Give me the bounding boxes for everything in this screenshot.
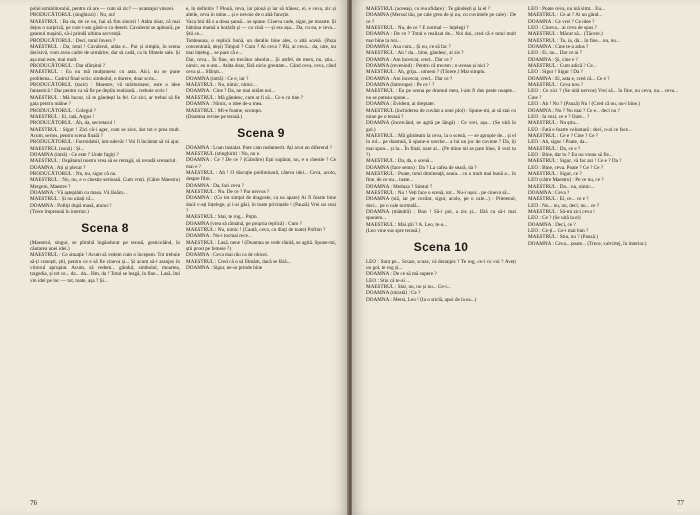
dialogue-line: PRODUCĂTORUL : Deci, totul învers ? bbox=[30, 37, 116, 44]
dialogue-line: LEO : Bine, dar tu ? Eu nu vreau să fie... bbox=[528, 151, 613, 158]
dialogue-line: DOAMNA : Evident, ai dreptate. bbox=[366, 101, 435, 108]
dialogue-line: LEO : Ce zici ? (Se uită nervos) Vrei să... în fine, nu ceva, nu... ceva... Cine ? bbox=[528, 88, 678, 101]
dialogue-line: DOAMNA : Ei, asta e, cred că... Ce e ? bbox=[528, 75, 610, 82]
dialogue-line: MAESTRUL : Nu știu... bbox=[528, 120, 579, 127]
dialogue-line: PRODUCĂTORUL : Nu, nu, sigur că nu. bbox=[30, 170, 117, 177]
dialogue-line: DOAMNA (face semn) : Da ? La cafea de seară, da ? bbox=[366, 164, 477, 171]
dialogue-line: DOAMNA (stă, iar pe cuvânt, sigur, acolo, pe o cale...) : Prietenul, deci... pe o cale normală... bbox=[366, 196, 516, 209]
dialogue-line: DOAMNA (întrerupe) : Pe ce ! ? bbox=[366, 82, 435, 89]
dialogue-line: MAESTRUL : Sigur ! Zici că-i ager, cum se zice, dar tot e prea mult. Acum, serios, pentru scena finală ? bbox=[30, 126, 180, 139]
dialogue-line: MAESTRUL (aceeași, cu rea sfidare) : Te gândești și la el ? bbox=[366, 6, 491, 12]
dialogue-line: DOAMNA : Sigur, ne-ar prinde bine bbox=[186, 265, 263, 272]
dialogue-line: MAESTRUL : Nu ! Veți face o scenă, tot... Nu-i ușor... pe cineva să... bbox=[366, 189, 511, 196]
dialogue-line: LEO : Fată e foarte voluntară : deci, n-ai ce face... bbox=[528, 126, 632, 133]
dialogue-line: DOAMNA : De ce ? Totul e realizat de... Noi doi, cred că e totul mult mai bine la noi... bbox=[366, 31, 516, 44]
dialogue-line: DOAMNA : Loan instalat. Pare cam nedumerit. Ați avut un diferend ? bbox=[186, 144, 332, 151]
dialogue-line: DOAMNA (încercând, se agită pe lângă) : Ce vrei, așa... (Se uită în gol.) bbox=[366, 120, 516, 133]
scene-heading-8: Scena 8 bbox=[81, 221, 129, 236]
dialogue-line: LEO : Ei, nu... Dar ce ai ? bbox=[528, 50, 583, 57]
dialogue-line: MAESTRUL : Stiu, nu ? (Pauză.) bbox=[528, 234, 598, 241]
page-number-right: 77 bbox=[677, 499, 684, 507]
dialogue-line: DOAMNA : Nimic, o idee de-a mea. bbox=[186, 101, 263, 108]
dialogue-line: DOAMNA : Nu ? Nu mai ? Ce e... deci nu ? bbox=[528, 107, 620, 114]
dialogue-line: DOAMNA (mândră) : Bun ! Să-i pui, a zis și... fără ca să-i mai spunem... bbox=[366, 209, 516, 222]
dialogue-line: LEO : Stiu că te-ai ... bbox=[366, 277, 411, 284]
dialogue-line: MAESTRUL : Da, ce e ? bbox=[528, 145, 581, 152]
dialogue-line: MAESTRUL : Stai, te rog... Puțin. bbox=[186, 214, 258, 221]
dialogue-line: DOAMNA : Vă așteptăm cu masa. Vă lăsăm... bbox=[30, 189, 127, 196]
dialogue-line: PRODUCĂTORUL (tacit) : Maestre, vă mărturisesc, este o idee fantastică ! Dar pentru ca să fie pe deplin realizată... trebuie scris ! bbox=[30, 82, 180, 95]
dialogue-line: MAESTRUL : Eu nu mă mulțumesc cu asta. Aici, nu se pune problema... Cadrul final scris: simbolul, o durere, doar scris... bbox=[30, 69, 180, 82]
dialogue-line: MAESTRUL : Eu pe scena pe drumul meu, l-am fi dus peste noapte... nu se puteau spune... bbox=[366, 88, 516, 101]
dialogue-line: MAESTRUL : Ah ! O discuție preliminară, câteva idei... Ceva, acolo, despre film. bbox=[186, 169, 336, 183]
left-page bbox=[0, 0, 348, 515]
dialogue-line: MAESTRUL : Tu, ia, dă... în fine... nu, nu... bbox=[528, 37, 620, 44]
scene-heading-10: Scena 10 bbox=[413, 240, 469, 255]
dialogue-line: PRODUCĂTORUL : Colegul ? bbox=[30, 107, 96, 114]
dialogue-line: MAESTRUL (închiderea de cuvânt a unei ploi) : Spune-mi, ai să stai cu mine pe o terasă ? bbox=[366, 107, 516, 120]
dialogue-line: DOAMNA : Mersi, Leo ! (Ia o sticlă, apoi de la ea...) bbox=[366, 296, 477, 303]
dialogue-line: LEO : Ah ! Nu ? (Pauză) Nu ! (Cred că nu, nu-i bine.) bbox=[528, 101, 640, 108]
dialogue-line: MAESTRUL : Stai, nu, nu și nu... Ce-i... bbox=[366, 284, 451, 291]
dialogue-line: MAESTRUL : Sigur, ce ? bbox=[528, 170, 582, 177]
dialogue-line: DOAMNA (mirată) : Ce ? bbox=[366, 290, 421, 297]
left-col2-after-text bbox=[186, 145, 336, 272]
dialogue-line: MAESTRUL : Ce e ? Cine ? Ce ? bbox=[528, 132, 599, 139]
dialogue-line: polul urmăritorului, pentru că are — cum să zic? — avantajul vitezei. bbox=[30, 6, 175, 12]
dialogue-line: PRODUCĂTORUL : Ah, da, secretarul ! bbox=[30, 120, 116, 127]
dialogue-line: MAESTRUL (sună) : Și... bbox=[30, 145, 85, 152]
dialogue-line: DOAMNA : Am încercat, cred... Dar ce ? bbox=[366, 56, 453, 63]
dialogue-line: MAESTRUL (stinghirit) : Nu, nu e. bbox=[186, 150, 261, 157]
dialogue-line: DOAMNA : Asa cum... Și eu, ce să fac ? bbox=[366, 44, 451, 51]
left-column-1 bbox=[30, 6, 180, 284]
dialogue-line: LEO : Nu... nu, nu, deci, nu... ce ? bbox=[528, 202, 600, 209]
right-page bbox=[352, 0, 700, 515]
right-col1-after-text bbox=[366, 259, 516, 303]
dialogue-line: PRODUCĂTORUL (singhiozi) : Nu, nu! bbox=[30, 12, 116, 19]
dialogue-line: LEO : Ce ? (Se uită la el) bbox=[528, 215, 581, 222]
right-col2-text bbox=[528, 6, 678, 247]
dialogue-line: LEO (către Maestru) : Pe ce nu, ce ? bbox=[528, 177, 604, 184]
dialogue-line: MAESTRUL : Ah, grija... nimeni ? (Tăcere.) Mai simplu. bbox=[366, 69, 486, 76]
page-number-left: 76 bbox=[30, 499, 37, 507]
left-col2-text bbox=[186, 6, 336, 120]
dialogue-line: MAESTRUL : Nu. De ce ? Par nervos ? bbox=[186, 188, 270, 195]
dialogue-line: DOAMNA : Ce ? De ce ? (Gândire) Ești supărat, nu, e o chestie ? Ce mai e ? bbox=[186, 157, 336, 170]
dialogue-line: MAESTRUL : Ei, ce... ce e ? bbox=[528, 196, 589, 203]
dialogue-line: LEO : Sunt pe... Scuze, scuze, vă deranjez ? Te rog, ce-i cu voi ? Aveți un gol, te rog și... bbox=[366, 258, 516, 272]
dialogue-line: MAESTRUL : Cum adică ? Ce... bbox=[528, 63, 597, 70]
dialogue-line: DOAMNA (intră) : Ce este ? Unde fugiți ? bbox=[30, 151, 119, 158]
dialogue-line: LEO : Bine, ceva. Poate ? Ce ? Ce ? bbox=[528, 164, 604, 171]
dialogue-line: MAESTRUL : Nu, nimic ! (Caută, ceva, cu dinți de toate) Poftim ? bbox=[186, 227, 326, 233]
dialogue-line: MAESTRUL : Să-mi zici ceva ! bbox=[528, 209, 595, 215]
dialogue-line: MAESTRUL : Ospătarul nostru vrea să se retragă, să revadă scenariul. bbox=[30, 158, 177, 165]
dialogue-line: DOAMNA : Ați și plecat ? bbox=[30, 164, 86, 171]
dialogue-line: MAESTRUL : Mai știi ? A. Leo, te-a... bbox=[366, 221, 448, 228]
right-col1-text bbox=[366, 6, 516, 234]
dialogue-line: MAESTRUL : Mă gândeam la ceva, la o scenă, — se apropie de... și el în rol... pe doamnă, îi spune-n ureche... a lui un joc de cuvinte ? Da, îți mai spun... și la... În final, oare ai... (Pe mine mi se pare bine, îl vezi tu ?) bbox=[366, 132, 516, 158]
dialogue-line: (Maestrul, singur, se plimbă îngândurat pe terasă, gesticulând, în căutarea unei idei.) bbox=[30, 239, 180, 253]
dialogue-line: LEO : Cineva... ai ceva de spus ? bbox=[528, 25, 597, 32]
dialogue-line: MAESTRUL : Da, totul ! Cavalerul, atâta e... Pur și simplu, în scena decisivă, vom avea cadre de urmărire, dar să cadă, ca în filmele sale. Și așa mai este, mai mult. bbox=[30, 44, 180, 63]
dialogue-line: DOAMNA (Mersul tău, pe cale greu de și nu, cu cuvintele pe cale) : De ce ? bbox=[366, 12, 516, 25]
dialogue-line: MAESTRUL : Sigur, vă fac azi ! Ce e ? Da ? bbox=[528, 158, 622, 165]
dialogue-line: LEO : Ia vezi, ce e ? Oare... ? bbox=[528, 113, 590, 120]
dialogue-line: DOAMNA : Ceva ? bbox=[528, 189, 570, 196]
dialogue-line: e, în definitiv ? Plouă, ceva, iar plouă și iar să trăiesc, ei, e ceva, zic și altele, ceva în mine... și e nevoie de o altă funcție. bbox=[186, 6, 336, 19]
dialogue-line: DOAMNA : De ce să mă supere ? bbox=[366, 271, 437, 278]
dialogue-line: (Trece împreună în interior.) bbox=[30, 209, 89, 215]
dialogue-line: DOAMNA : (Cu tot simțul de dragoste, ca ea apare) Ai fi foarte bine dacă v-ați înțelege, și l-ai găsi, în toate privințele ! (Pauză) Vrei un ceai ? bbox=[186, 195, 336, 214]
dialogue-line: MAESTRUL : Ce situație ! Acum să vedem cum o începem. Tot trebuie să-ți cunoști, știi, pentru ce e să fie cineva și... Și acum să-l aranjez în viitorul apropiat. Acum, să vedem... gândul, simbolul, moartea, tragedia, și tot ce... da... da... Hm, da ! Totul se leagă, în fine... Lasă, îmi vin idei pe loc — tot, toate, așa ? Și... bbox=[30, 252, 180, 284]
dialogue-line: Vaca îmi dă o a doua șansă... se spune. Cineva cade, sigur, pe moarte. Și bătrâna mamă a hotărât și — cu cină — și era așa... Da, cu ea, e ceva... Știi ce... bbox=[186, 18, 336, 38]
dialogue-line: MAESTRUL : Mi-e foame, scumpo. bbox=[186, 107, 263, 114]
dialogue-line: MAESTRUL : Ei, iată, Argus ! bbox=[30, 113, 95, 120]
dialogue-line: MAESTRUL : Măcar să... (Tăcere.) bbox=[528, 31, 603, 38]
dialogue-line: LEO : Ce-ți... Ce-i mai bun ? bbox=[528, 228, 589, 235]
dialogue-line: DOAMNA : Ceva mai rău ca de obicei. bbox=[186, 252, 269, 259]
dialogue-line: DOAMNA : Meduza ? Simtul ? bbox=[366, 183, 433, 190]
dialogue-line: MAESTRUL : Ah ! da... bine, gândesc, ai zis ? bbox=[366, 50, 464, 57]
scene-heading-9: Scena 9 bbox=[237, 126, 285, 141]
dialogue-line: MAESTRUL : Mă bucur, că te gândești la fel. Ce zici, ar trebui să fie gata pentru mâine ? bbox=[30, 94, 180, 108]
dialogue-line: LEO : Sigur ! Sigur ! Da ? bbox=[528, 69, 583, 76]
dialogue-line: MAESTRUL : Ceva nou ? bbox=[528, 82, 584, 89]
dialogue-line: DOAMNA : Ce vrei ? Ce idee ? bbox=[528, 18, 595, 25]
dialogue-line: (Doamna revine pe terasă.) bbox=[186, 113, 243, 120]
dialogue-line: MAESTRUL : Da... nu, nimic... bbox=[528, 183, 595, 190]
dialogue-line: MAESTRUL : Și nu uitați că... bbox=[30, 196, 95, 203]
left-col1-after-text bbox=[30, 240, 180, 284]
right-column-2 bbox=[528, 6, 678, 247]
dialogue-line: (Leo vine sus spre terasă.) bbox=[366, 228, 421, 235]
dialogue-line: PRODUCĂTORUL : Dar sfârșitul ? bbox=[30, 63, 106, 70]
dialogue-line: DOAMNA : Ceva... poate... (Trece, valvirtej, în interior.) bbox=[528, 240, 647, 247]
dialogue-line: DOAMNA : Cine te-a adus ? bbox=[528, 44, 589, 51]
dialogue-line: DOAMNA : Poftiți după masă, atunci ! bbox=[30, 202, 112, 209]
left-column-2 bbox=[186, 6, 336, 271]
dialogue-line: MAESTRUL : Nu, nimic, nimic... bbox=[186, 82, 257, 89]
dialogue-line: MAESTRUL : Cred că o să filmăm, dacă se fără... bbox=[186, 258, 291, 265]
dialogue-line: LEO : Ah, sigur ! Poate, da... bbox=[528, 139, 589, 146]
dialogue-line: LEO : Poate ceva, nu mă simt... Eu... bbox=[528, 6, 605, 12]
dialogue-line: MAESTRUL : Ce ai ? Ai un gând... bbox=[528, 12, 603, 19]
dialogue-line: Totdeauna, o replică bună, un detaliu bine ales, o altă scenă. (Paza concentrată, deși) Timpul ? Cum ? Ai ceva ? Păi, ai ceva... da, uite, nu mai înțeleg... se pare că e... bbox=[186, 37, 336, 57]
dialogue-line: DOAMNA : Nu-i tocmai rece... bbox=[186, 233, 252, 240]
dialogue-line: MAESTRUL : Nu, de ce ? E normal — înțelegi ? bbox=[366, 25, 469, 32]
dialogue-line: MAESTRUL : Lasă, nene ! (Doamna se vede rănită, se agită. Spune-mi, știi prost pe femeie ?) bbox=[186, 239, 336, 253]
dialogue-line: DOAMNA : Da, faci ceva ? bbox=[186, 182, 244, 189]
dialogue-line: PRODUCĂTORUL : Formidabil, intr-adevăr ! Voi fi încântat să vă ajut. bbox=[30, 139, 180, 146]
dialogue-line: DOAMNA : Am încercat, cred... Dar ce ? bbox=[366, 75, 453, 82]
dialogue-line: DOAMNA (intră) : Ce e, iar ? bbox=[186, 75, 249, 82]
dialogue-line: DOAMNA : Deci, ce ? bbox=[528, 221, 576, 228]
dialogue-line: Dar, ceva... În fine, un trecător absolut... Și astfel, de mers, nu, știu... nimic, eu n-am... Atâta doar, fără nicio greutate... Când ceva, ceva, când ceva și... Sfârșit... bbox=[186, 56, 336, 76]
dialogue-line: DOAMNA : Și, cine e ? bbox=[528, 56, 578, 63]
dialogue-line: MAESTRUL : Poate, totul dimineață, seara... cu o mult mai bună a... în fine, de ce nu... toate... bbox=[366, 170, 516, 184]
dialogue-line: DOAMNA (revenind) : Pentru că trecem ; n-aveau și nici ? bbox=[366, 63, 489, 70]
dialogue-line: DOAMNA : Cine ? Da, ne mai uităm noi... bbox=[186, 88, 276, 95]
dialogue-line: MAESTRUL : Nu, nu, e o chestie serioasă. Cum vreți. (Către Maestru) Mergem, Maestre ? bbox=[30, 177, 180, 190]
dialogue-line: MAESTRUL : Mă gândesc, cum ar fi să... Ce e cu tine ? bbox=[186, 94, 304, 101]
left-col1-text bbox=[30, 6, 180, 215]
dialogue-line: MAESTRUL : Da, da, o scenă... bbox=[366, 158, 434, 165]
right-column-1 bbox=[366, 6, 516, 303]
dialogue-line: DOAMNA (vrea să rămână, pe propria replică) : Cum ? bbox=[186, 220, 302, 227]
dialogue-line: MAESTRUL : Ba da, de ce nu, hai să fim sinceri ! Atâta doar, că mai dejos o surpriză, pe care i-am găsit-o ca desert. Cavalerul se apleacă, pe geamul mașinii, să-i prindă ultima secvență. bbox=[30, 18, 180, 38]
